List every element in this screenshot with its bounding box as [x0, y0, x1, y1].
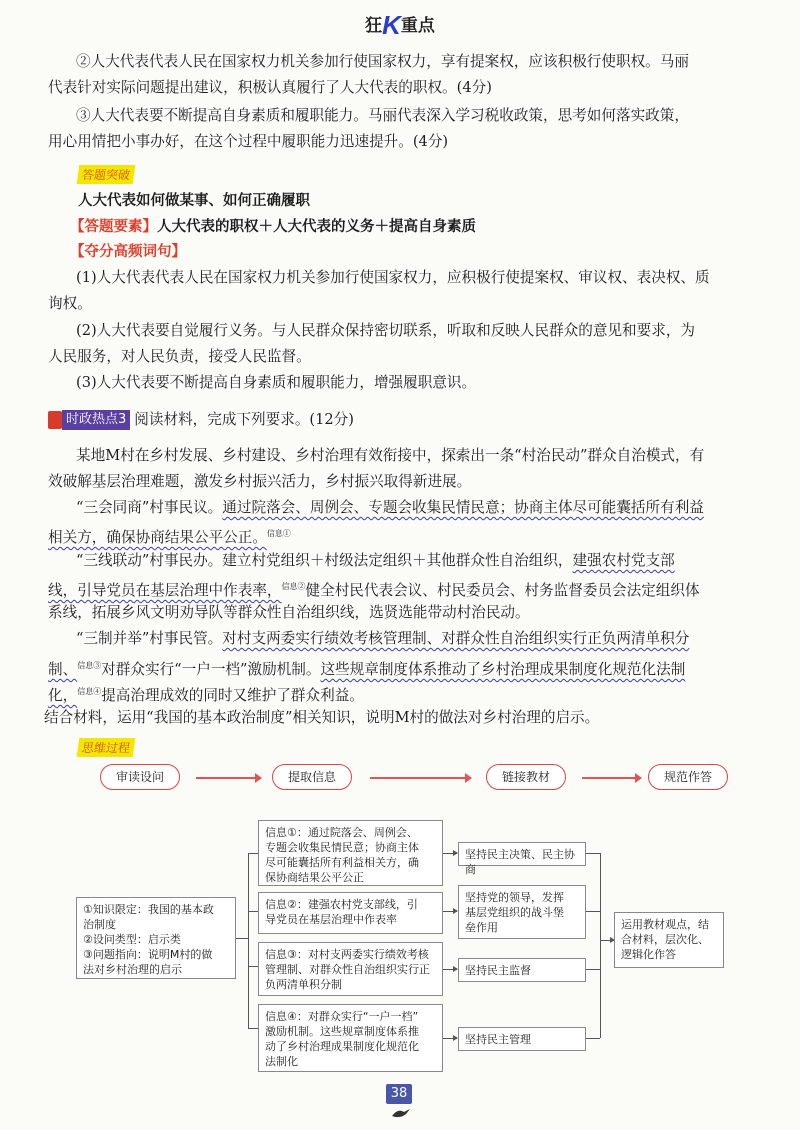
info-3-box [258, 942, 443, 996]
info-line: 信息③：对村支两委实行绩效考核 [265, 948, 429, 961]
tips-elements [70, 217, 476, 237]
connector [236, 938, 248, 939]
elements-label: 【答题要素】 [70, 219, 157, 235]
info-line: 管理制、对群众性自治组织实行正 [265, 963, 430, 976]
info-line: 负两清单积分制 [265, 978, 342, 991]
hot-topic-label: 时政热点3 [62, 410, 130, 430]
elements-text: 人大代表的职权＋人大代表的义务＋提高自身素质 [157, 219, 476, 235]
flow-left-line: ①知识限定：我国的基本政 [83, 903, 214, 916]
connector [248, 966, 258, 967]
step-3-pill: 链接教材 [486, 764, 566, 790]
material-p1-line2: 效破解基层治理难题，激发乡村振兴活力，乡村振兴取得新进展。 [48, 473, 472, 490]
tip-item-3: (3)人大代表要不断提高自身素质和履职能力，增强履职意识。 [76, 374, 477, 391]
result-2-box [458, 885, 586, 939]
answer-3-line1: ③人大代表要不断提高自身素质和履职能力。马丽代表深入学习税收政策，思考如何落实政策， [76, 107, 689, 124]
tip-item-2-line2: 人民服务，对人民负责，接受人民监督。 [48, 348, 311, 365]
info-4-marker: 信息④ [77, 687, 102, 696]
arrow-icon [600, 940, 614, 941]
result-line: 坚持民主决策、民主协商 [465, 848, 575, 876]
question-text: 结合材料，运用“我国的基本政治制度”相关知识，说明M村的做法对乡村治理的启示。 [44, 709, 600, 726]
info-1-marker: 信息① [266, 529, 291, 538]
result-line: 垒作用 [465, 921, 498, 934]
info-2-box [258, 892, 443, 934]
material-p3-line3: 系线，拓展乡风文明劝导队等群众性自治组织线，选贤选能带动村治民动。 [48, 604, 530, 621]
tips-title: 人大代表如何做某事、如何正确履职 [78, 193, 310, 209]
material-p2-line1 [76, 498, 704, 518]
arrow-icon [443, 1038, 457, 1039]
m4-text-2: 提高治理成效的同时又维护了群众利益。 [101, 687, 364, 704]
info-line: 信息④：对群众实行“一户一档” [265, 1010, 419, 1023]
m4-underlined: 对村支两委实行绩效考核管理制、对群众性自治组织实行正负两清单积分 [222, 630, 690, 647]
result-line: 基层党组织的战斗堡 [465, 906, 564, 919]
material-p4-line3 [48, 682, 364, 706]
connector [248, 853, 258, 854]
tips-tag: 答题突破 [77, 165, 136, 184]
header-left: 狂 [365, 16, 383, 36]
info-line: 信息①：通过院落会、周例会、 [265, 826, 418, 839]
header-k-logo: K [382, 10, 401, 40]
flow-left-line: 法对乡村治理的启示 [83, 963, 182, 976]
result-line: 坚持民主监督 [465, 964, 531, 977]
info-1-box [258, 820, 443, 886]
m3-underlined: 建强农村党支部 [572, 552, 675, 569]
flow-left-line: ②设问类型：启示类 [83, 933, 181, 946]
info-line: 尽可能囊括所有利益相关方，确 [265, 856, 419, 869]
connector [586, 911, 600, 912]
material-p1-line1: 某地M村在乡村发展、乡村建设、乡村治理有效衔接中，探索出一条“村治民动”群众自治模式，有 [76, 447, 705, 464]
final-line: 合材料，层次化、 [621, 933, 709, 946]
tip-item-2-line1: (2)人大代表要自觉履行义务。与人民群众保持密切联系，听取和反映人民群众的意见和要求，为 [76, 322, 696, 339]
info-line: 保协商结果公平公正 [265, 871, 364, 884]
arrow-icon [443, 853, 457, 854]
hot-topic-instruction: 阅读材料，完成下列要求。(12分) [134, 411, 354, 428]
hot-topic-heading [48, 410, 354, 430]
material-p4-line2 [48, 656, 685, 680]
result-line: 坚持党的领导，发挥 [465, 891, 564, 904]
result-1-box [458, 842, 586, 876]
book-icon [48, 411, 62, 429]
info-line: 专题会收集民情民意；协商主体 [265, 841, 419, 854]
arrow-icon [370, 777, 470, 779]
highfreq-label: 【夺分高频词句】 [70, 244, 186, 260]
result-line: 坚持民主管理 [465, 1033, 531, 1046]
info-line: 激励机制。这些规章制度体系推 [265, 1025, 419, 1038]
info-4-box [258, 1004, 443, 1072]
material-p3-line1 [76, 551, 675, 571]
m2-underlined: 通过院落会、周例会、专题会收集民情民意；协商主体尽可能囊括所有利益 [222, 499, 704, 516]
answer-2-line2: 代表针对实际问题提出建议，积极认真履行了人大代表的职权。(4分) [48, 79, 492, 96]
info-2-marker: 信息② [281, 582, 306, 591]
final-answer-box [614, 912, 724, 968]
m2-heading: “三会同商”村事民议。 [76, 499, 223, 516]
flow-left-line: ③问题指向：说明M村的做 [83, 948, 213, 961]
flow-left-line: 治制度 [83, 918, 116, 931]
info-line: 导党员在基层治理中作表率 [265, 913, 397, 926]
page-number: 38 [386, 1084, 412, 1104]
step-2-pill: 提取信息 [272, 764, 352, 790]
material-p4-line1 [76, 629, 689, 649]
arrow-icon [443, 969, 457, 970]
result-4-box [458, 1027, 586, 1051]
m4-underlined-2: 制、 [48, 661, 78, 678]
info-line: 法制化 [265, 1055, 298, 1068]
connector [248, 853, 249, 1028]
info-line: 信息②：建强农村党支部线，引 [265, 898, 418, 911]
page-header [0, 10, 800, 41]
result-3-box [458, 958, 586, 982]
m4-heading: “三制并举”村事民管。 [76, 630, 223, 647]
connector [586, 969, 600, 970]
answer-2-line1: ②人大代表代表人民在国家权力机关参加行使国家权力，享有提案权，应该积极行使职权。马丽 [76, 53, 689, 70]
material-p3-line2 [48, 577, 700, 601]
m2-underlined-end: 相关方，确保协商结果公平公正。 [48, 529, 267, 546]
connector [248, 1028, 258, 1029]
arrow-icon [582, 777, 640, 779]
connector [600, 853, 601, 1038]
m4-underlined-3: 这些规章制度体系推动了乡村治理成果制度化规范化法制 [320, 661, 686, 678]
m3-text: “三线联动”村事民办。建立村党组织＋村级法定组织＋其他群众性自治组织， [76, 552, 573, 569]
m4-text: 对群众实行“一户一档”激励机制。 [101, 661, 321, 678]
info-3-marker: 信息③ [77, 661, 102, 670]
process-tag: 思维过程 [77, 738, 136, 757]
m3-underlined-end: 线，引导党员在基层治理中作表率， [48, 582, 282, 599]
final-line: 逻辑化作答 [621, 948, 676, 961]
bird-icon [390, 1106, 412, 1120]
info-line: 动了乡村治理成果制度化规范化 [265, 1040, 419, 1053]
arrow-icon [196, 777, 260, 779]
connector [586, 853, 600, 854]
m4-underlined-4: 化， [48, 687, 78, 704]
answer-3-line2: 用心用情把小事办好，在这个过程中履职能力迅速提升。(4分) [48, 133, 449, 150]
flow-question-box [76, 897, 236, 979]
tip-item-1-line1: (1)人大代表代表人民在国家权力机关参加行使国家权力，应积极行使提案权、审议权、表决权、质 [76, 269, 710, 286]
step-1-pill: 审读设问 [100, 764, 180, 790]
connector [248, 911, 258, 912]
arrow-icon [443, 911, 457, 912]
tip-item-1-line2: 询权。 [48, 295, 92, 312]
connector [586, 1038, 600, 1039]
final-line: 运用教材观点，结 [621, 918, 709, 931]
m3-text-2: 健全村民代表会议、村民委员会、村务监督委员会法定组织体 [305, 582, 700, 599]
step-4-pill: 规范作答 [648, 764, 728, 790]
material-p2-line2 [48, 524, 291, 548]
header-right: 重点 [400, 16, 435, 36]
